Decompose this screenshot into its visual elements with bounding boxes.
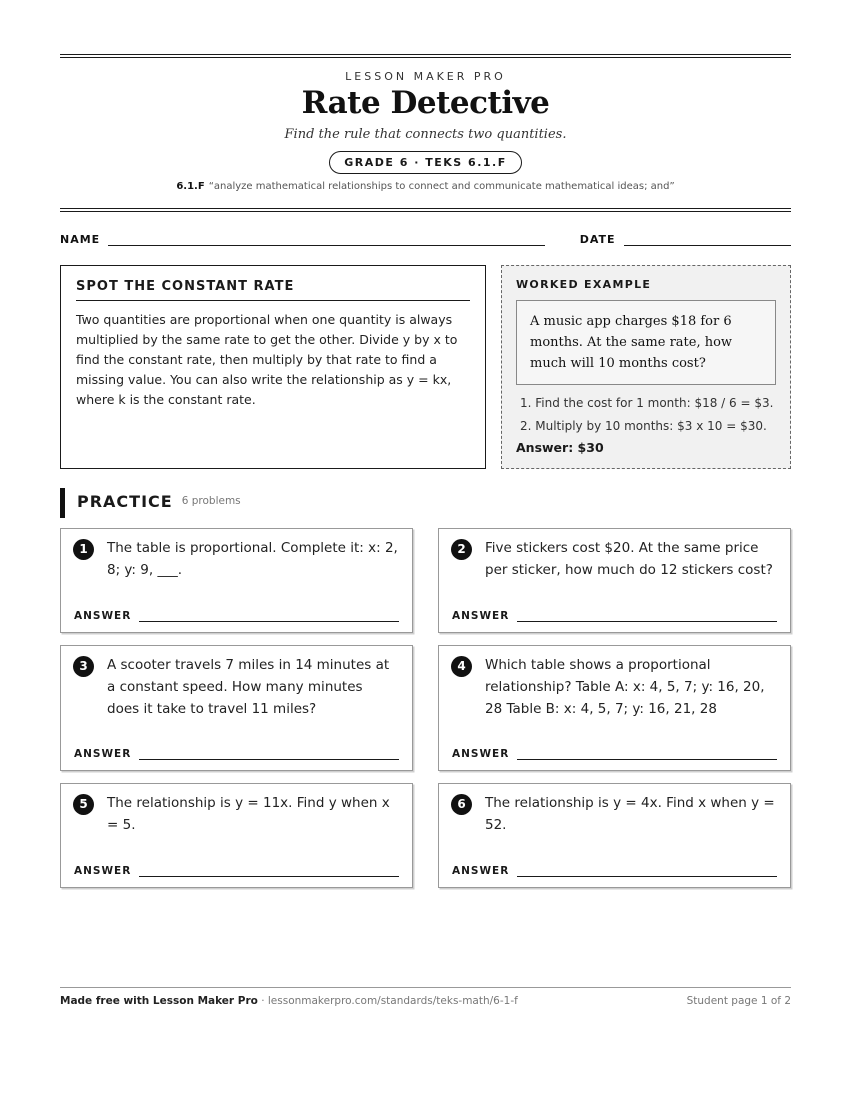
worked-example-problem: A music app charges $18 for 6 months. At the same rate, how much will 10 months cost? [516,300,776,385]
problem-number: 4 [451,656,472,677]
answer-field[interactable] [139,614,399,622]
answer-row [452,748,777,760]
answer-field[interactable] [517,869,777,877]
answer-row [452,865,777,877]
problem-card-1 [60,528,413,633]
problem-text: The relationship is y = 11x. Find y when x = 5. [107,795,390,833]
worked-example-box [501,265,791,469]
answer-field[interactable] [139,869,399,877]
footer-page-label: Student page 1 of 2 [686,995,791,1007]
date-label: DATE [579,233,616,246]
answer-field[interactable] [517,614,777,622]
problem-card-5 [60,783,413,888]
date-field[interactable] [624,236,791,246]
problem-card-3 [60,645,413,771]
problem-number: 6 [451,794,472,815]
answer-row [74,610,399,622]
problem-card-4 [438,645,791,771]
problem-text: Which table shows a proportional relationship? Table A: x: 4, 5, 7; y: 16, 20, 28 Table B: x: 4, 5, 7; y: 16, 21, 28 [485,657,765,717]
worksheet-page [60,54,791,888]
answer-label: ANSWER [74,610,132,622]
footer-made-with: Made free with Lesson Maker Pro [60,995,258,1007]
problem-number: 2 [451,539,472,560]
practice-count: 6 problems [181,495,241,507]
brand-name: LESSON MAKER PRO [345,70,506,83]
answer-label: ANSWER [452,865,510,877]
answer-field[interactable] [517,752,777,760]
answer-field[interactable] [139,752,399,760]
problem-number: 1 [73,539,94,560]
problem-card-2 [438,528,791,633]
problem-number: 5 [73,794,94,815]
worked-example-heading: WORKED EXAMPLE [516,278,652,291]
standard-text: “analyze mathematical relationships to connect and communicate mathematical ideas; and” [208,181,675,192]
problem-grid [60,528,791,888]
answer-row [452,610,777,622]
answer-row [74,748,399,760]
page-footer [60,987,791,1007]
concept-box [60,265,486,469]
footer-url: · lessonmakerpro.com/standards/teks-math/6-1-f [257,995,518,1007]
practice-heading-row [60,488,791,514]
answer-label: ANSWER [74,865,132,877]
problem-number: 3 [73,656,94,677]
header-bottom-rule [60,208,791,212]
problem-text: A scooter travels 7 miles in 14 minutes at a constant speed. How many minutes does it take to travel 11 miles? [107,657,390,717]
worked-step: 2. Multiply by 10 months: $3 x 10 = $30. [520,419,767,433]
footer-credit [60,995,518,1007]
practice-heading: PRACTICE [77,491,173,511]
answer-label: ANSWER [452,748,510,760]
standard-code: 6.1.F [176,181,205,192]
answer-label: ANSWER [74,748,132,760]
problem-text: The table is proportional. Complete it: x: 2, 8; y: 9, ___. [107,540,398,578]
worksheet-title: Rate Detective [301,85,550,121]
name-field[interactable] [108,236,545,246]
worksheet-subtitle: Find the rule that connects two quantities. [284,127,567,142]
problem-text: The relationship is y = 4x. Find x when y = 52. [485,795,775,833]
answer-row [74,865,399,877]
answer-label: ANSWER [452,610,510,622]
problem-card-6 [438,783,791,888]
worked-example-answer: Answer: $30 [516,440,604,455]
practice-accent-bar [60,488,65,518]
concept-heading: SPOT THE CONSTANT RATE [76,279,470,301]
worked-example-steps [516,392,776,438]
top-double-rule [60,54,791,58]
grade-badge: GRADE 6 · TEKS 6.1.F [329,151,521,174]
concept-body: Two quantities are proportional when one quantity is always multiplied by the same rate to get the other. Divide y by x to find the constant rate, then multiply by that rate to find a missing value. You can also write the relationship as y = kx, where k is the constant rate. [76,312,458,407]
worksheet-header [60,70,791,192]
worked-step: 1. Find the cost for 1 month: $18 / 6 = $3. [520,396,774,410]
problem-text: Five stickers cost $20. At the same price per sticker, how much do 12 stickers cost? [485,540,773,578]
name-date-row [60,230,791,246]
standard-line [60,181,791,192]
intro-boxes [60,265,791,469]
name-label: NAME [60,233,101,246]
